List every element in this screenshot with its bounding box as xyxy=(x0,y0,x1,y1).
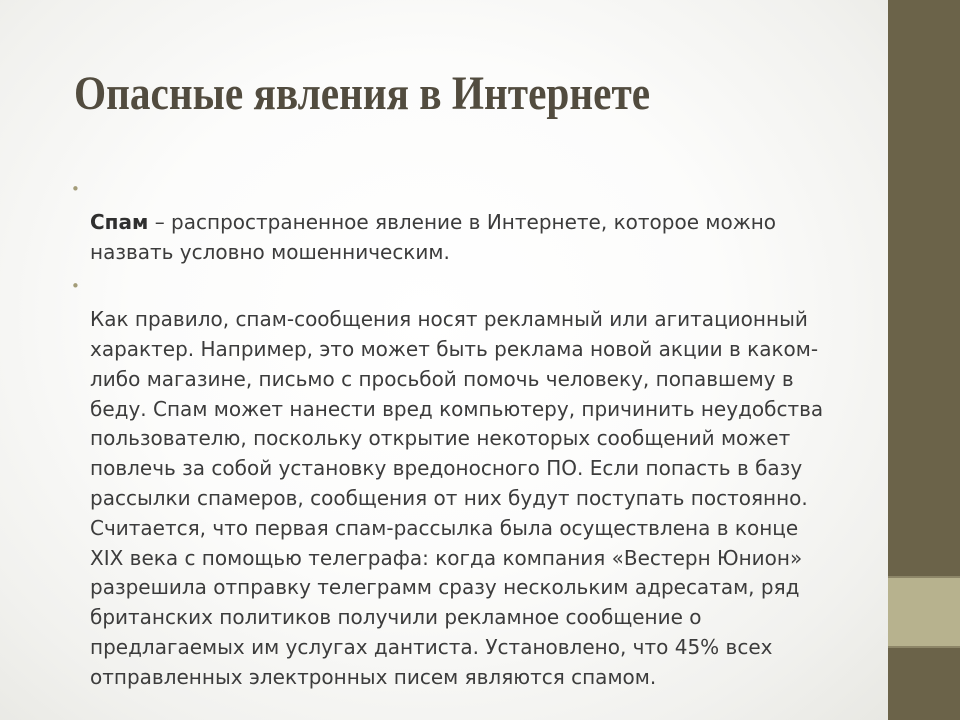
sidebar-accent-block xyxy=(888,578,960,646)
sidebar-divider-bottom xyxy=(888,646,960,648)
slide-title: Опасные явления в Интернете xyxy=(74,67,651,120)
bullet-text: Как правило, спам-сообщения носят рекламный или агитационный характер. Например, это может быть реклама новой акции в каком- либо магазине, письмо с просьбой помочь человеку, попавшему в беду. Спам может нанести вред компьютеру, причинить неудобства пользователю, поскольку открытие некоторых сообщений может повлечь за собой установку вредоносного ПО. Если попасть в базу рассылки спамеров, сообщения от них будут поступать постоянно. Считается, что первая спам-рассылка была осуществлена в конце XIX века с помощью телеграфа: когда компания «Вестерн Юнион» разрешила отправку телеграмм сразу нескольким адресатам, ряд британских политиков получили рекламное сообщение о предлагаемых им услугах дантиста. Установлено, что 45% всех отправленных электронных писем являются спамом. xyxy=(90,307,824,689)
decorative-sidebar xyxy=(888,0,960,720)
sidebar-divider-top xyxy=(888,576,960,578)
bullet-dot-icon: • xyxy=(71,277,80,296)
bullet-item-spam xyxy=(71,178,850,267)
bullet-text: – распространенное явление в Интернете, которое можно назвать условно мошенническим. xyxy=(90,209,777,264)
bullet-term: Спам xyxy=(90,209,149,234)
bullet-list xyxy=(71,178,850,701)
bullet-item-details xyxy=(71,275,850,692)
bullet-dot-icon: • xyxy=(71,180,80,198)
